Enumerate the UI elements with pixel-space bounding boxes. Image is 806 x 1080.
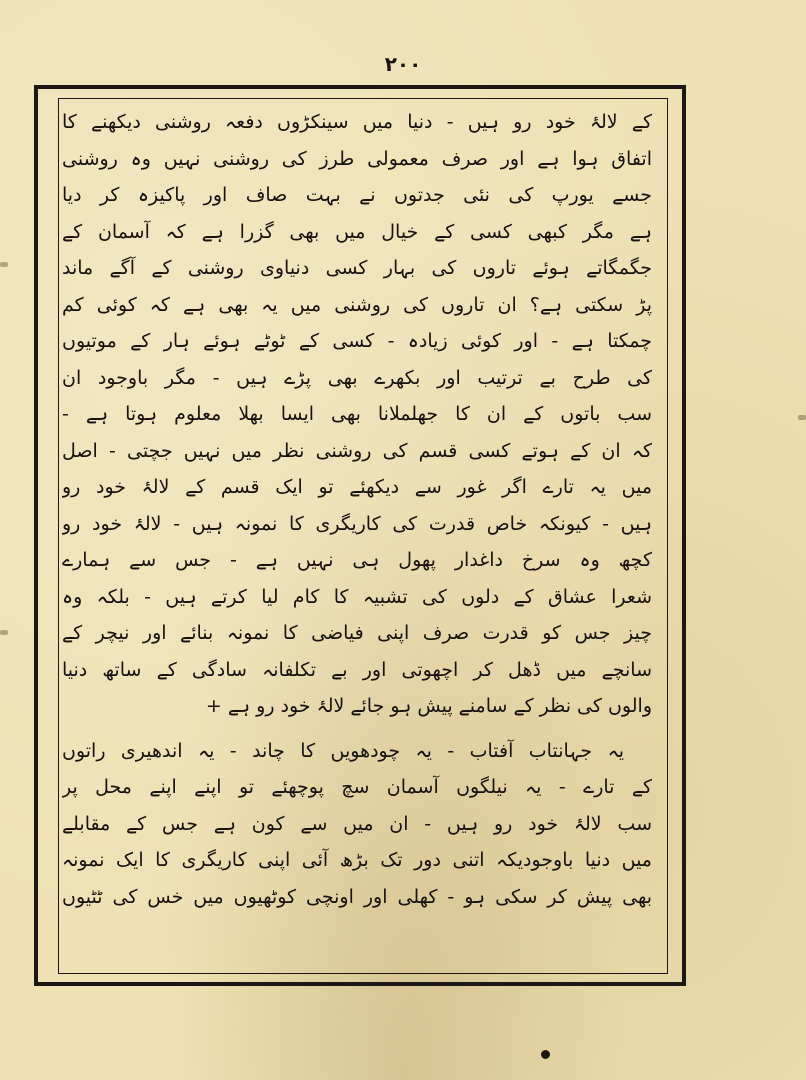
text-line: کچھ وہ سرخ داغدار پھول ہی نہیں ہے - جس سے ہمارے [62,549,652,571]
page-number: ۲۰۰ [384,52,422,76]
text-line: میں دنیا باوجودیکہ اتنی دور تک بڑھ آئی اپنی کاریگری کا ایک نمونہ [62,849,652,871]
page-edge-mark [0,262,8,267]
text-line: کے تارے - یہ نیلگوں آسمان سچ پوچھئے تو اپنے اپنے محل پر [62,776,652,798]
text-line: جسے یورپ کی نئی جدتوں نے بہت صاف اور پاکیزہ کر دیا [62,184,652,206]
text-line: بھی پیش کر سکی ہو - کھلی اور اونچی کوٹھیوں میں خس کی ٹٹیوں [62,885,652,908]
page-edge-mark [0,630,8,635]
text-line: کہ ان کے ہوتے کسی قسم کی روشنی نظر میں نہیں جچتی - اصل [62,439,652,462]
text-line: سانچے میں ڈھل کر اچھوتی اور بے تکلفانہ سادگی کے ساتھ دنیا [62,658,652,681]
text-line: یہ جہانتاب آفتاب - یہ چودھویں کا چاند - یہ اندھیری راتوں [62,739,624,762]
text-line: ہے مگر کبھی کسی کے خیال میں بھی گزرا ہے کہ آسمان کے [62,220,652,243]
text-line: سب باتوں کے ان کا جھلملانا بھی ایسا بھلا معلوم ہوتا ہے - [62,403,652,425]
text-line: چیز جس کو قدرت صرف اپنی فیاضی کا نمونہ بنائے اور نیچر کے [62,622,652,644]
text-line: شعرا عشاق کے دلوں کی تشبیہ کا کام لیا کرتے ہیں - بلکہ وہ [62,585,652,608]
text-line: اتفاق ہوا ہے اور صرف معمولی طرز کی روشنی نہیں وہ روشنی [62,147,652,170]
text-line: میں یہ تارے اگر غور سے دیکھئے تو ایک قسم کے لالۂ خود رو [62,476,652,498]
text-line: جگمگاتے ہوئے تاروں کی بہار کسی دنیاوی روشنی کے آگے ماند [62,257,652,279]
page-edge-mark [798,415,806,420]
paragraph-1 [62,104,652,725]
body-text [62,104,652,964]
text-line: پڑ سکتی ہے؟ ان تاروں کی روشنی میں یہ بھی ہے کہ کوئی کم [62,293,652,316]
text-line: چمکتا ہے - اور کوئی زیادہ - کسی کے ٹوٹے ہوئے ہار کے موتیوں [62,330,652,352]
text-line: والوں کی نظر کے سامنے پیش ہو جائے لالۂ خود رو ہے + [205,695,652,717]
text-line: کے لالۂ خود رو ہیں - دنیا میں سینکڑوں دفعہ روشنی دیکھنے کا [62,111,652,133]
paragraph-2 [62,733,652,916]
ink-dot [541,1050,550,1059]
text-line: کی طرح بے ترتیب اور بکھرے بھی پڑے ہیں - مگر باوجود ان [62,366,652,389]
text-line: سب لالۂ خود رو ہیں - ان میں سے کون ہے جس کے مقابلے [62,812,652,835]
text-line: ہیں - کیونکہ خاص قدرت کی کاریگری کا نمونہ ہیں - لالۂ خود رو [62,512,652,535]
paragraph-gap [62,725,652,733]
